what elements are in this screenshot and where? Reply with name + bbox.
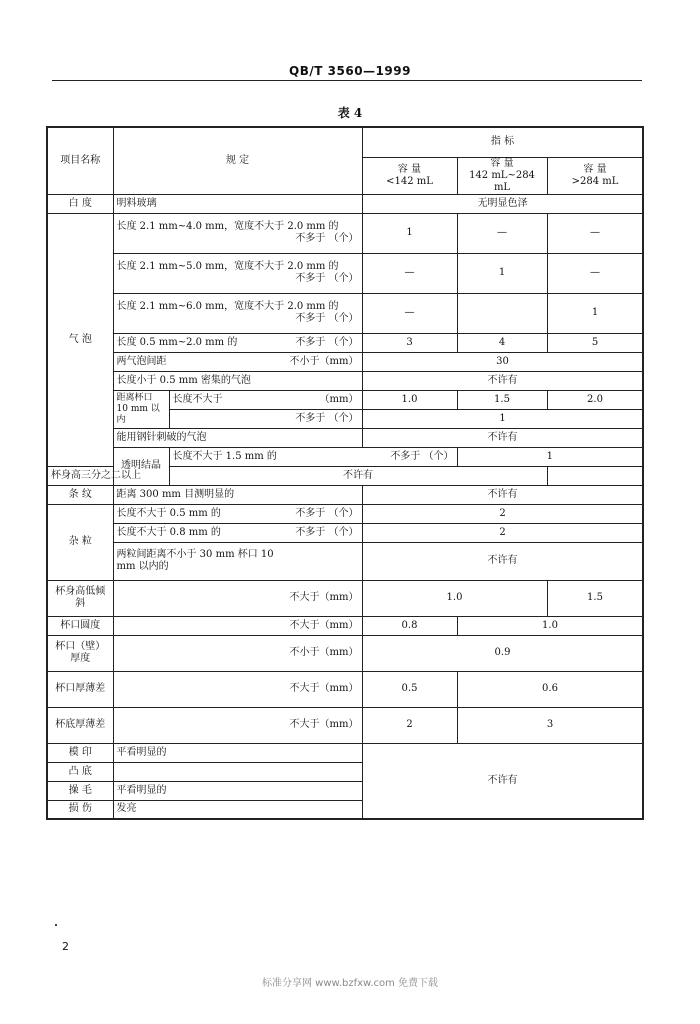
row-tilt-name: 杯身高低倾斜 [47, 580, 113, 616]
stripes-value: 不许有 [362, 485, 643, 504]
burr-rule: 平看明显的 [113, 781, 362, 800]
bubbles-r6-value: 不许有 [362, 371, 643, 390]
basediff-v2: 3 [457, 707, 643, 743]
row-convex-name: 凸 底 [47, 762, 113, 781]
transparent-r1-value: 1 [457, 447, 643, 466]
rimdiff-v2: 0.6 [457, 671, 643, 707]
standard-header: QB/T 3560—1999 [289, 64, 411, 78]
bubbles-r8-rule: 不多于 （个） [169, 409, 362, 428]
bubbles-r2-v2: 1 [457, 253, 547, 293]
round-v1: 0.8 [362, 616, 457, 635]
table-caption: 表 4 [337, 106, 363, 120]
bubbles-r2-v1: — [362, 253, 457, 293]
stripes-rule: 距离 300 mm 目测明显的 [113, 485, 362, 504]
stones-r2-value: 2 [362, 523, 643, 542]
row-burr-name: 操 毛 [47, 781, 113, 800]
rimdiff-rule: 不大于（mm） [113, 671, 362, 707]
scan-speck [55, 924, 57, 926]
bubbles-r7-v3: 2.0 [547, 390, 643, 409]
row-whiteness-name: 白 度 [47, 194, 113, 213]
bubbles-r3-v2 [457, 293, 547, 333]
head-capacity-1: 容 量 <142 mL [362, 157, 457, 194]
bubbles-r9-rule: 能用钢针刺破的气泡 [113, 428, 362, 447]
basediff-v1: 2 [362, 707, 457, 743]
row-stripes-name: 条 纹 [47, 485, 113, 504]
row-basediff-name: 杯底厚薄差 [47, 707, 113, 743]
bubbles-r1-v3: — [547, 213, 643, 253]
head-capacity-3: 容 量 >284 mL [547, 157, 643, 194]
bubbles-r7-rule: 长度不大于 （mm） [169, 390, 362, 409]
stones-r2-rule: 长度不大于 0.8 mm 的 不多于 （个） [113, 523, 362, 542]
row-rimdiff-name: 杯口厚薄差 [47, 671, 113, 707]
watermark-footer: 标准分享网 www.bzfxw.com 免费下载 [262, 978, 438, 989]
bubbles-r4-v2: 4 [457, 333, 547, 352]
row-transparent-name: 透明结晶 [113, 447, 169, 485]
bubbles-r5-value: 30 [362, 352, 643, 371]
bubbles-r4-rule: 长度 0.5 mm~2.0 mm 的 不多于 （个） [113, 333, 362, 352]
transparent-r1-rule: 长度不大于 1.5 mm 的 不多于 （个） [169, 447, 457, 466]
tilt-rule: 不大于（mm） [113, 580, 362, 616]
head-capacity-2: 容 量 142 mL~284 mL [457, 157, 547, 194]
stones-r1-rule: 长度不大于 0.5 mm 的 不多于 （个） [113, 504, 362, 523]
bubbles-r1-v1: 1 [362, 213, 457, 253]
row-thick-name: 杯口（壁）厚度 [47, 635, 113, 671]
bubbles-r7-v2: 1.5 [457, 390, 547, 409]
bubbles-r7-v1: 1.0 [362, 390, 457, 409]
bubbles-r3-v1: — [362, 293, 457, 333]
row-whiteness-rule: 明料玻璃 [113, 194, 362, 213]
header-rule [52, 80, 642, 81]
bubbles-r9-value: 不许有 [362, 428, 643, 447]
bubbles-r5-rule: 两气泡间距 不小于（mm） [113, 352, 362, 371]
stones-r1-value: 2 [362, 504, 643, 523]
mold-group-value: 不许有 [362, 743, 643, 819]
round-rule: 不大于（mm） [113, 616, 362, 635]
convex-rule [113, 762, 362, 781]
bubbles-r4-v1: 3 [362, 333, 457, 352]
tilt-v2: 1.5 [547, 580, 643, 616]
transparent-r2-rule: 杯身高三分之二以上 [47, 466, 169, 485]
bubbles-rim-sub: 距离杯口 10 mm 以内 [113, 390, 169, 428]
damage-rule: 发亮 [113, 800, 362, 819]
stones-r3-value: 不许有 [362, 542, 643, 580]
spec-table [46, 126, 644, 820]
row-mold-name: 模 印 [47, 743, 113, 762]
stones-r3-rule: 两粒间距离不小于 30 mm 杯口 10 mm 以内的 [113, 542, 362, 580]
tilt-v1: 1.0 [362, 580, 547, 616]
head-index: 指 标 [362, 127, 643, 157]
thick-value: 0.9 [362, 635, 643, 671]
transparent-r2-value: 不许有 [169, 466, 547, 485]
round-v2: 1.0 [457, 616, 643, 635]
bubbles-r3-v3: 1 [547, 293, 643, 333]
bubbles-r3-rule: 长度 2.1 mm~6.0 mm，宽度不大于 2.0 mm 的 不多于 （个） [113, 293, 362, 333]
bubbles-r1-v2: — [457, 213, 547, 253]
row-whiteness-value: 无明显色泽 [362, 194, 643, 213]
mold-rule: 平看明显的 [113, 743, 362, 762]
row-stones-name: 杂 粒 [47, 504, 113, 580]
bubbles-r2-v3: — [547, 253, 643, 293]
row-damage-name: 损 伤 [47, 800, 113, 819]
rimdiff-v1: 0.5 [362, 671, 457, 707]
row-round-name: 杯口圆度 [47, 616, 113, 635]
bubbles-r4-v3: 5 [547, 333, 643, 352]
head-rule: 规 定 [113, 127, 362, 194]
bubbles-r2-rule: 长度 2.1 mm~5.0 mm，宽度不大于 2.0 mm 的 不多于 （个） [113, 253, 362, 293]
bubbles-r6-rule: 长度小于 0.5 mm 密集的气泡 [113, 371, 362, 390]
page-number: 2 [62, 940, 69, 953]
bubbles-r1-rule: 长度 2.1 mm~4.0 mm，宽度不大于 2.0 mm 的 不多于 （个） [113, 213, 362, 253]
basediff-rule: 不大于（mm） [113, 707, 362, 743]
head-item: 项目名称 [47, 127, 113, 194]
thick-rule: 不小于（mm） [113, 635, 362, 671]
row-bubbles-name: 气 泡 [47, 213, 113, 466]
bubbles-r8-value: 1 [362, 409, 643, 428]
